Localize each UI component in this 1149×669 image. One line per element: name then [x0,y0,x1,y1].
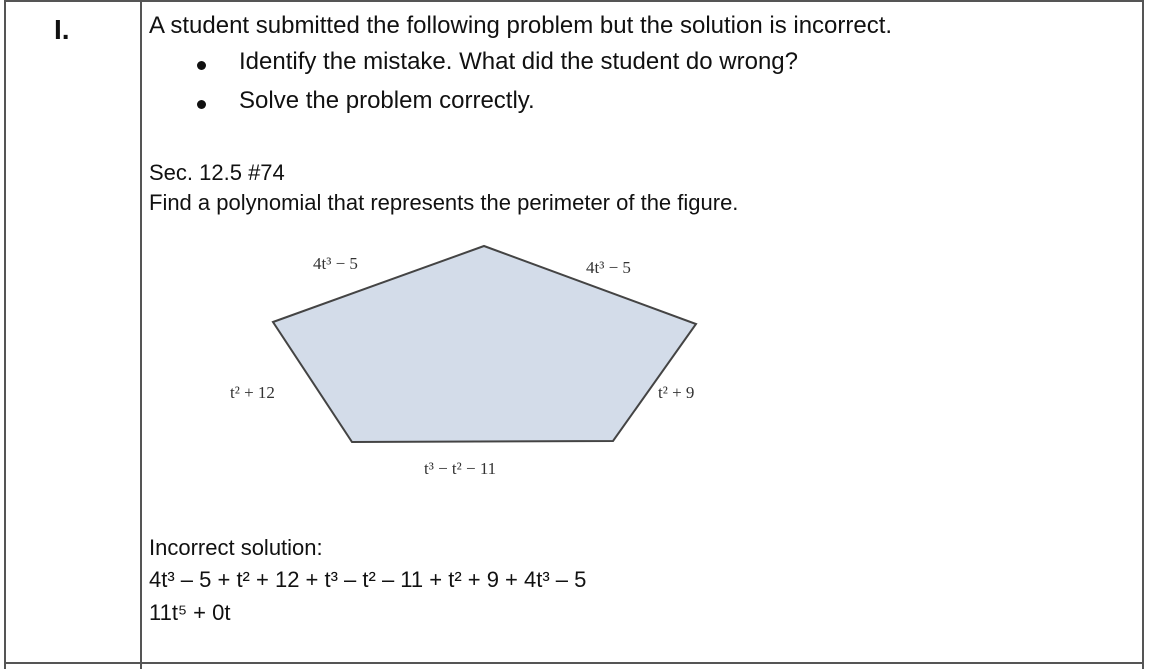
intro-text: A student submitted the following problem but the solution is incorrect. [149,12,893,39]
incorrect-solution-label: Incorrect solution: [149,535,323,560]
column-divider [140,0,142,669]
task-text: Find a polynomial that represents the perimeter of the figure. [149,190,739,215]
bullet-text: Identify the mistake. What did the student do wrong? [239,48,798,75]
side-label-bottom: t³ − t² − 11 [424,459,497,478]
incorrect-equation: 4t³ – 5 + t² + 12 + t³ – t² – 11 + t² + 9 + 4t³ – 5 [149,567,587,592]
bullet-dot-icon [197,100,206,109]
pentagon-figure [210,232,750,482]
side-label-top-left: 4t³ − 5 [313,254,358,273]
section-reference: Sec. 12.5 #74 [149,160,285,185]
pentagon-shape [273,246,696,442]
side-label-right: t² + 9 [658,383,695,402]
bullet-text: Solve the problem correctly. [239,87,535,114]
side-label-left: t² + 12 [230,383,275,402]
bullet-dot-icon [197,61,206,70]
side-label-top-right: 4t³ − 5 [586,258,631,277]
incorrect-result: 11t⁵ + 0t [149,600,231,625]
problem-number: I. [54,14,70,45]
